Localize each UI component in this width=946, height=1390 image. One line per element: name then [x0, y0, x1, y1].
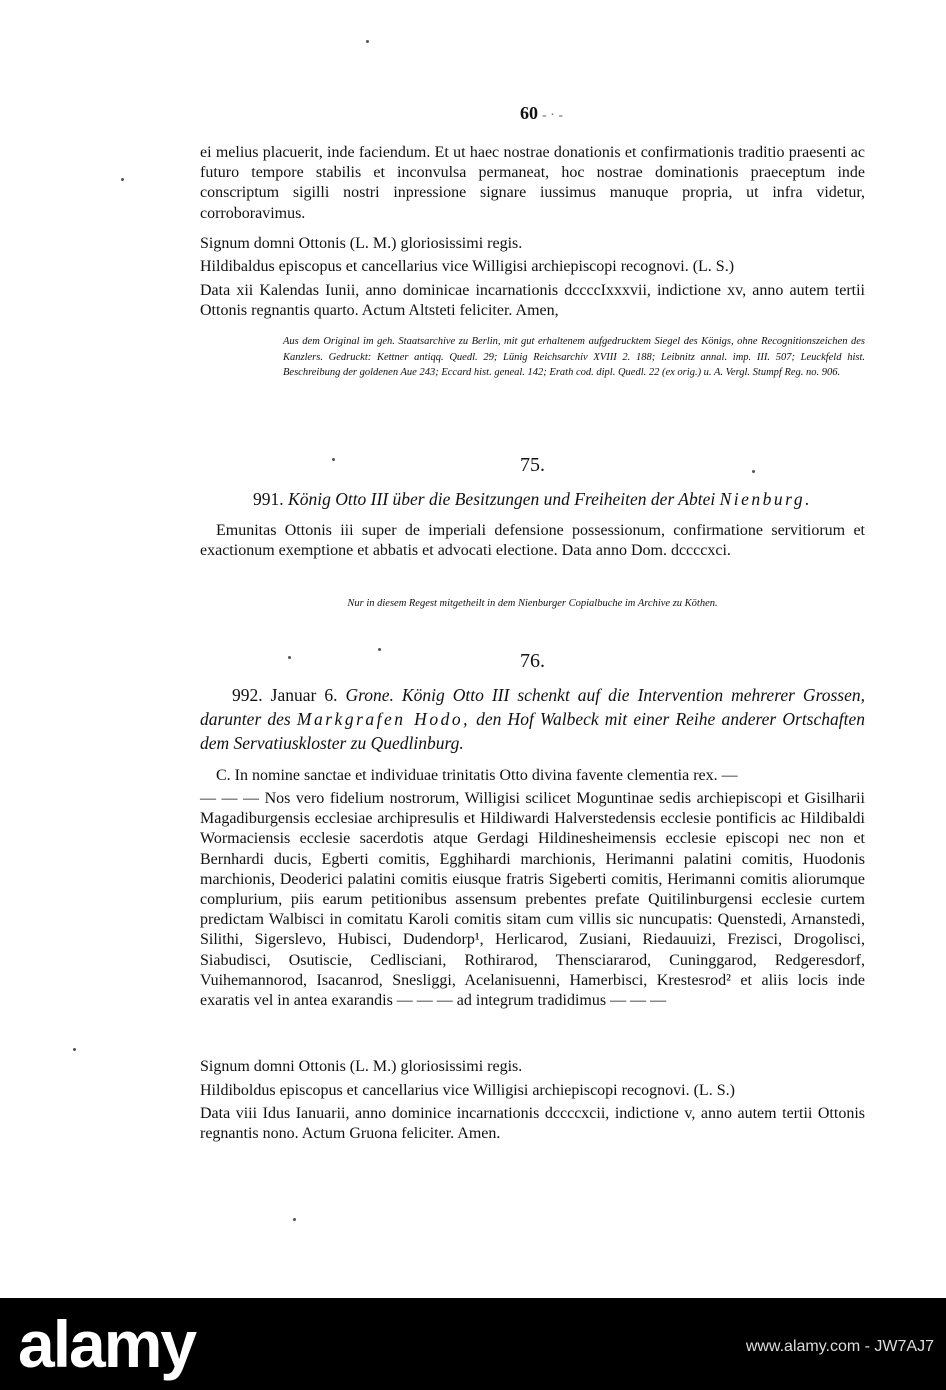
- dating-clause-2: Data viii Idus Ianuarii, anno dominice incarnationis dccccxcii, indictione v, anno autem tertii Ottonis regnantis nono. Actum Gruona feliciter. Amen.: [200, 1105, 865, 1143]
- regest-summary-75: Emunitas Ottonis iii super de imperiali defensione possessionum, confirmatione servitiorum et exactionum exemptione et abbatis et advocati electione. Data anno Dom. dccccxci.: [200, 522, 865, 560]
- speck: [378, 648, 381, 651]
- speck: [288, 656, 291, 659]
- heading-title-b: den Hof Walbeck mit einer Reihe anderer Ortschaften dem Servatiuskloster zu Quedlinburg.: [200, 709, 866, 753]
- document-heading-76: [200, 683, 865, 755]
- speck: [121, 178, 124, 181]
- continuation-paragraph: ei melius placuerit, inde faciendum. Et ut haec nostrae donationis et confirmationis traditio praesenti ac futuro tempore stabilis et inconvulsa permaneat, hoc nostrae dominationis praeceptum inde conscriptum sigilli nostri inpressione signare iussimus manuque propria, ut infra videtur, corroboravimus.: [200, 144, 865, 222]
- heading-place: Nienburg.: [719, 489, 812, 509]
- signum-line-2: Signum domni Ottonis (L. M.) gloriosissimi regis.: [200, 1058, 523, 1075]
- source-note-75: Nur in diesem Regest mitgetheilt in dem Nienburger Copialbuche im Archive zu Köthen.: [347, 598, 718, 609]
- heading-title: König Otto III über die Besitzungen und Freiheiten der Abtei: [288, 489, 716, 509]
- speck: [73, 1048, 76, 1051]
- charter-invocation: C. In nomine sanctae et individuae trinitatis Otto divina favente clementia rex. —: [216, 767, 738, 784]
- heading-date: 992. Januar 6.: [232, 685, 338, 705]
- dating-clause-1: Data xii Kalendas Iunii, anno dominicae incarnationis dccccIxxxvii, indictione xv, anno autem tertii Ottonis regnantis quarto. Actum Altsteti feliciter. Amen,: [200, 282, 865, 320]
- heading-title-spaced: Markgrafen Hodo,: [296, 709, 470, 729]
- speck: [293, 1218, 296, 1221]
- heading-title-a: Grone. König Otto III schenkt auf die Intervention mehrerer Grossen, darunter des: [200, 685, 865, 729]
- source-note-74: Aus dem Original im geh. Staatsarchive zu Berlin, mit gut erhaltenem aufgedrucktem Siegel des Königs, ohne Recognitionszeichen des Kanzlers. Gedruckt: Kettner antiqq. Quedl. 29; Lünig Reichsarchiv XVIII 2. 188; Leibnitz annal. imp. III. 507; Leuckfeld hist. Beschreibung der goldenen Aue 243; Eccard hist. geneal. 142; Erath cod. dipl. Quedl. 22 (ex orig.) u. A. Vergl. Stumpf Reg. no. 906.: [283, 336, 865, 378]
- signum-line-1: Signum domni Ottonis (L. M.) gloriosissimi regis.: [200, 235, 523, 252]
- speck: [752, 470, 755, 473]
- recognition-line-1: Hildibaldus episcopus et cancellarius vice Willigisi archiepiscopi recognovi. (L. S.): [200, 258, 735, 275]
- image-id-footer: www.alamy.com - JW7AJ7: [745, 1338, 934, 1355]
- page-number: 60 - · -: [520, 103, 563, 123]
- document-number-76: 76.: [520, 650, 545, 672]
- heading-year: 991.: [253, 489, 284, 509]
- recognition-line-2: Hildiboldus episcopus et cancellarius vice Willigisi archiepiscopi recognovi. (L. S.): [200, 1082, 735, 1099]
- document-heading-75: [200, 487, 865, 511]
- document-number-75: 75.: [520, 454, 545, 476]
- speck: [366, 40, 369, 43]
- charter-body: — — — Nos vero fidelium nostrorum, Willigisi scilicet Moguntinae sedis archiepiscopi et Gisilharii Magadiburgensis ecclesiae archipresulis et Hildiwardi Halverstedensis ecclesie pontificis ac Hildibaldi Wormaciensis ecclesie sacerdotis atque Gerdagi Hildinesheimensis ecclesie episcopi nec non et Bernhardi ducis, Egberti comitis, Egghihardi marchionis, Herimanni palatini comitis, Huodonis marchionis, Deoderici palatini comitis eiusque fratris Sigeberti comitis, Herimanni comitis aliorumque complurium, piis earum petitionibus assensum prebentes prefate Quitilinburgensi ecclesie curtem predictam Walbisci in comitatu Karoli comitis sitam cum villis sic nuncupatis: Quenstedi, Arnanstedi, Silithi, Sigerslevo, Hubisci, Dudendorp¹, Herlicarod, Zusiani, Riedauuizi, Frezisci, Drogolisci, Siabudisci, Osutiscie, Cedlisciani, Rothirarod, Thensciararod, Cuninggarod, Redgeresdorf, Vuihemannorod, Isacanrod, Snesliggi, Acelanisuenni, Hamerbisci, Krestesrod² et aliis locis inde exaratis vel in antea exarandis — — — ad integrum tradidimus — — —: [200, 790, 865, 1010]
- speck: [332, 458, 335, 461]
- brand-logo: alamy: [18, 1307, 196, 1381]
